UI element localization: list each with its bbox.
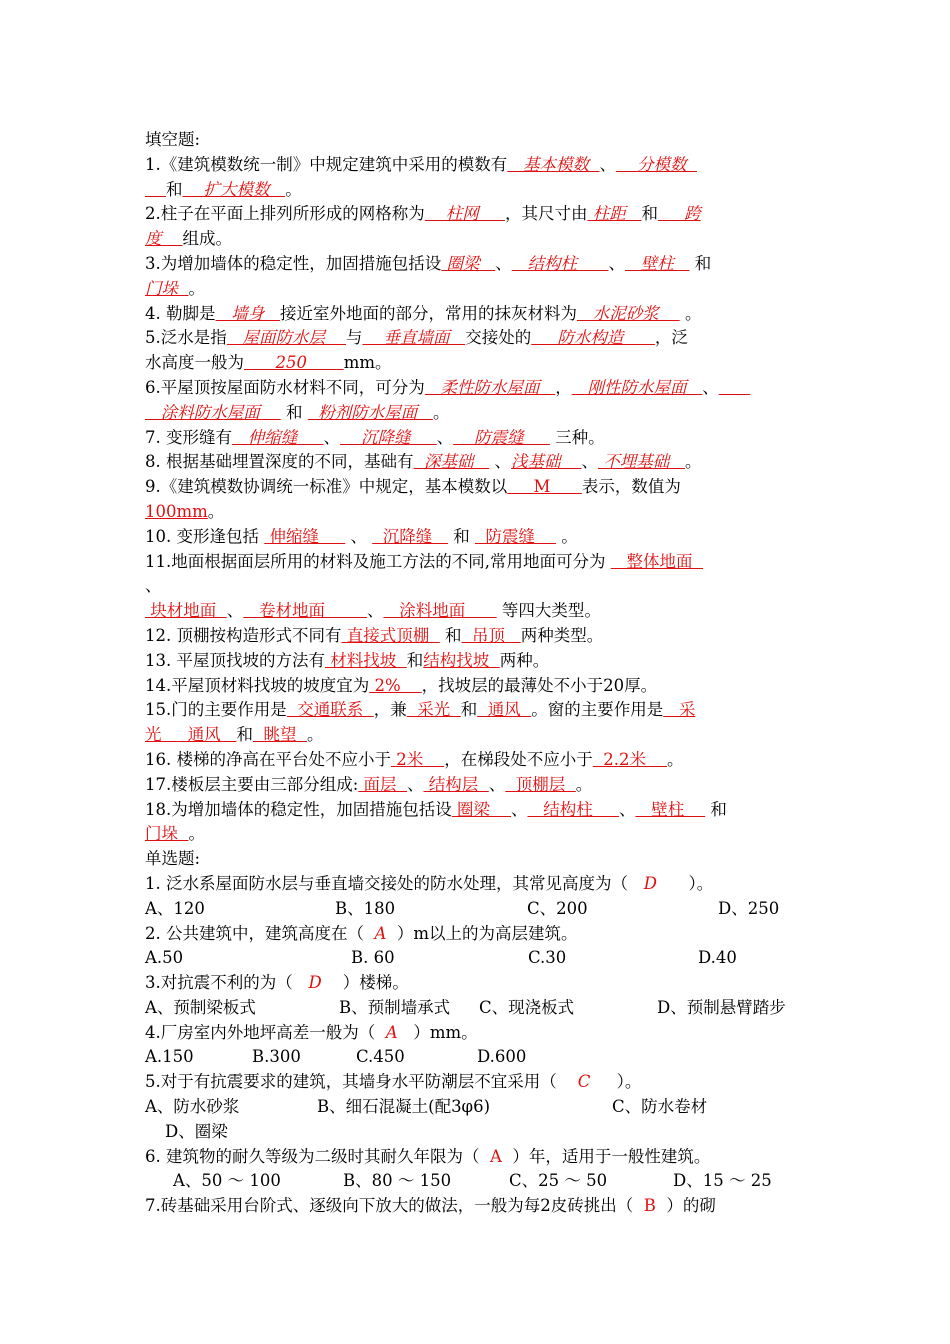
question-text: 15.门的主要作用是 <box>145 700 287 720</box>
choice-question-6 <box>145 1145 810 1170</box>
question-text: 。 <box>188 824 205 844</box>
question-text: 11.地面根据面层所用的材料及施工方法的不同,常用地面可分为 <box>145 551 606 571</box>
question-text: 3.对抗震不利的为（ <box>145 973 293 993</box>
question-text: 17.楼板层主要由三部分组成: <box>145 774 359 794</box>
choice-options-1 <box>145 897 810 922</box>
answer-blank: 通风 <box>477 700 532 720</box>
answer-blank: 粉剂防水屋面 <box>307 402 433 422</box>
question-text: 13. 平屋顶找坡的方法有 <box>145 650 325 670</box>
question-text: ，找坡层的最薄处不小于20厚。 <box>421 675 658 695</box>
fill-question-2 <box>145 202 810 227</box>
choice-question-4 <box>145 1021 810 1046</box>
option-c: C、防水卷材 <box>612 1097 708 1117</box>
answer-blank: 材料找坡 <box>325 650 407 670</box>
fill-question-12 <box>145 624 810 649</box>
question-text: 。 <box>684 452 702 472</box>
question-text: 。 <box>561 526 578 546</box>
question-text: 4. 勒脚是 <box>145 303 216 323</box>
answer-blank: 伸缩缝 <box>264 526 346 546</box>
question-text: 两种类型。 <box>520 625 604 645</box>
answer-blank: 结构层 <box>423 774 489 794</box>
answer-blank: 屋面防水层 <box>226 328 346 348</box>
answer-blank: 防震缝 <box>453 427 550 447</box>
question-text: 、 <box>702 377 719 397</box>
answer-blank: 柱距 <box>587 204 642 224</box>
answer-blank: 吊顶 <box>461 625 521 645</box>
option-d: D、预制悬臂踏步 <box>657 997 786 1017</box>
question-text: 。 <box>684 303 702 323</box>
question-text: 、 <box>510 799 528 819</box>
answer-blank: 眺望 <box>252 725 307 745</box>
question-text: 和 <box>165 179 183 199</box>
question-text: 12. 顶棚按构造形式不同有 <box>145 625 342 645</box>
question-text: 14.平屋顶材料找坡的坡度宜为 <box>145 675 370 695</box>
option-d: D、圈梁 <box>165 1121 228 1141</box>
choice-options-3 <box>145 996 810 1021</box>
option-d: D.40 <box>698 948 737 968</box>
fill-question-13 <box>145 649 810 674</box>
answer-blank: 结构柱 <box>527 799 619 819</box>
question-text: 和 <box>445 625 462 645</box>
choice-question-2 <box>145 922 810 947</box>
question-text: 。 <box>575 774 593 794</box>
option-b: B.300 <box>252 1047 301 1067</box>
answer-blank: 圈梁 <box>441 253 496 273</box>
question-text: ）。 <box>616 1072 642 1092</box>
question-text: 10. 变形逢包括 <box>145 526 259 546</box>
question-text: 、 <box>488 774 506 794</box>
answer-blank: 交通联系 <box>286 700 374 720</box>
fill-question-18 <box>145 798 810 823</box>
question-text: 和 <box>694 253 712 273</box>
answer-blank: 防水构造 <box>531 328 655 348</box>
answer-letter: D <box>292 973 343 993</box>
answer-blank: 采光 <box>406 700 461 720</box>
answer-blank: 2米 <box>391 749 445 769</box>
question-text: ）m以上的为高层建筑。 <box>396 923 578 943</box>
option-a: A、120 <box>145 898 205 918</box>
answer-blank: 基本模数 <box>507 154 600 174</box>
question-text: 和 <box>460 700 478 720</box>
option-b: B、细石混凝土(配3φ6) <box>317 1097 491 1117</box>
option-a: A、防水砂浆 <box>145 1097 240 1117</box>
question-text: 与 <box>345 328 363 348</box>
question-text: 、 <box>495 253 512 273</box>
question-text: ， <box>555 377 572 397</box>
option-b: B、80 ～ 150 <box>343 1171 452 1191</box>
answer-blank: 跨 <box>657 204 701 224</box>
answer-blank: 顶棚层 <box>505 774 576 794</box>
answer-blank: 壁柱 <box>624 253 690 273</box>
question-text: ，泛 <box>654 328 688 348</box>
answer-blank: 柔性防水屋面 <box>424 377 556 397</box>
question-text: 、 <box>618 799 636 819</box>
question-text: 2. 公共建筑中，建筑高度在（ <box>145 923 364 943</box>
question-text: ，在梯段处不应小于 <box>444 749 593 769</box>
question-text: 6. 建筑物的耐久等级为二级时其耐久年限为（ <box>145 1146 480 1166</box>
question-text: 组成。 <box>182 229 232 249</box>
question-text: 。 <box>285 179 302 199</box>
answer-blank: 防震缝 <box>474 526 556 546</box>
fill-question-16 <box>145 748 810 773</box>
option-d: D、250 <box>718 898 780 918</box>
choice-options-5 <box>145 1095 810 1120</box>
fill-question-7 <box>145 426 810 451</box>
answer-blank: 浅基础 <box>510 452 582 472</box>
answer-blank: 刚性防水屋面 <box>571 377 703 397</box>
answer-blank: 柱网 <box>424 204 505 224</box>
question-text: 和 <box>406 650 424 670</box>
answer-blank: 直接式顶棚 <box>341 625 440 645</box>
question-text: 两种。 <box>499 650 550 670</box>
answer-blank: 沉降缝 <box>339 427 437 447</box>
answer-letter: A <box>479 1146 513 1166</box>
option-c: C、25 ～ 50 <box>509 1171 608 1191</box>
question-text: 9.《建筑模数协调统一标准》中规定，基本模数以 <box>145 477 508 497</box>
fill-question-1-cont <box>145 178 810 203</box>
question-text: 和 <box>641 204 658 224</box>
fill-question-6 <box>145 376 810 401</box>
answer-blank: 250 <box>244 353 344 373</box>
question-text: ，其尺寸由 <box>504 204 588 224</box>
answer-blank: 采 <box>663 700 696 720</box>
fill-question-3 <box>145 252 810 277</box>
question-text: 、 <box>581 452 598 472</box>
question-text: 、 <box>407 774 424 794</box>
answer-blank <box>145 180 166 199</box>
option-a: A、50 ～ 100 <box>173 1171 281 1191</box>
option-d: D.600 <box>477 1047 527 1067</box>
question-text: 等四大类型。 <box>501 601 601 621</box>
question-text: 、 <box>323 427 340 447</box>
question-text: 。 <box>666 749 684 769</box>
question-text: 2.柱子在平面上排列所形成的网格称为 <box>145 204 425 224</box>
answer-blank: 伸缩缝 <box>232 427 324 447</box>
exam-page <box>145 128 810 1219</box>
question-text: 表示，数值为 <box>581 477 681 497</box>
question-text: 7. 变形缝有 <box>145 427 232 447</box>
fill-question-5-cont <box>145 351 810 376</box>
choice-question-1 <box>145 872 810 897</box>
answer-letter: C <box>556 1072 617 1092</box>
question-text: 、 <box>226 601 244 621</box>
answer-blank: 100mm <box>145 501 208 521</box>
fill-question-10 <box>145 525 810 550</box>
answer-letter: A <box>364 923 397 943</box>
fill-question-4 <box>145 302 810 327</box>
fill-question-8 <box>145 450 810 475</box>
fill-section-title: 填空题: <box>145 130 201 149</box>
fill-question-11-cont <box>145 574 810 599</box>
answer-blank: 光 <box>145 725 178 745</box>
option-c: C.30 <box>528 948 567 968</box>
option-a: A.150 <box>145 1047 194 1067</box>
question-text: 4.厂房室内外地坪高差一般为（ <box>145 1022 376 1042</box>
question-text: 三种。 <box>555 427 605 447</box>
question-text: 和 <box>236 725 253 745</box>
answer-blank: 通风 <box>177 725 237 745</box>
question-text: 6.平屋顶按屋面防水材料不同，可分为 <box>145 377 425 397</box>
question-text: 5.泛水是指 <box>145 328 227 348</box>
fill-question-11-cont2 <box>145 599 810 624</box>
option-d: D、15 ～ 25 <box>673 1171 772 1191</box>
question-text: 接近室外地面的部分，常用的抹灰材料为 <box>279 303 577 323</box>
question-text: 和 <box>710 799 727 819</box>
question-text: ）mm。 <box>413 1022 478 1042</box>
question-text: 、 <box>608 253 625 273</box>
choice-options-4 <box>145 1045 810 1070</box>
fill-question-9 <box>145 475 810 500</box>
fill-question-1 <box>145 153 810 178</box>
answer-blank <box>719 378 750 397</box>
question-text: 5.对于有抗震要求的建筑，其墙身水平防潮层不宜采用（ <box>145 1072 557 1092</box>
answer-blank: 门垛 <box>145 824 189 844</box>
option-a: A、预制梁板式 <box>145 997 256 1017</box>
choice-question-7 <box>145 1194 810 1219</box>
fill-question-2-cont <box>145 227 810 252</box>
answer-letter: B <box>633 1196 667 1216</box>
answer-blank: 度 <box>145 229 183 249</box>
fill-question-18-cont <box>145 822 810 847</box>
question-text: 、 <box>366 601 384 621</box>
fill-question-14 <box>145 674 810 699</box>
answer-blank: 圈梁 <box>451 799 511 819</box>
question-text: 16. 楼梯的净高在平台处不应小于 <box>145 749 391 769</box>
option-c: C、现浇板式 <box>479 997 575 1017</box>
choice-options-6 <box>145 1169 810 1194</box>
choice-question-3 <box>145 971 810 996</box>
answer-blank: 结构找坡 <box>423 650 500 670</box>
question-text: 。 <box>306 725 324 745</box>
fill-question-5 <box>145 326 810 351</box>
choice-options-2 <box>145 946 810 971</box>
fill-question-15 <box>145 698 810 723</box>
question-text: mm。 <box>343 353 392 373</box>
question-text: 。 <box>432 402 450 422</box>
question-text: 7.砖基础采用台阶式、逐级向下放大的做法，一般为每2皮砖挑出（ <box>145 1196 634 1216</box>
choice-section-title: 单选题: <box>145 849 201 869</box>
question-text: 、 <box>599 154 616 174</box>
question-text: 1. 泛水系屋面防水层与垂直墙交接处的防水处理，其常见高度为（ <box>145 873 628 893</box>
fill-question-17 <box>145 773 810 798</box>
answer-blank: 不埋基础 <box>597 452 685 472</box>
answer-blank: 2% <box>369 675 422 695</box>
answer-blank: 门垛 <box>145 278 189 298</box>
question-text: ，兼 <box>373 700 407 720</box>
question-text: 和 <box>453 526 470 546</box>
option-c: C、200 <box>527 898 588 918</box>
answer-blank: 深基础 <box>413 452 490 472</box>
answer-blank: 结构柱 <box>511 253 609 273</box>
question-text: 和 <box>285 402 303 422</box>
option-b: B、180 <box>335 898 396 918</box>
question-text: 水高度一般为 <box>145 353 244 373</box>
answer-blank: 块材地面 <box>145 601 227 621</box>
question-text: ）楼梯。 <box>342 973 409 993</box>
option-a: A.50 <box>145 948 184 968</box>
question-text: ）的砌 <box>666 1196 716 1216</box>
answer-blank: M <box>507 477 582 497</box>
answer-blank: 卷材地面 <box>243 601 367 621</box>
question-text: 、 <box>436 427 454 447</box>
answer-blank: 扩大模数 <box>182 179 286 199</box>
answer-blank: 水泥砂浆 <box>576 303 680 323</box>
answer-blank: 面层 <box>358 774 408 794</box>
question-text: 。 <box>207 501 225 521</box>
answer-letter: D <box>628 873 689 893</box>
fill-question-15-cont <box>145 723 810 748</box>
answer-blank: 涂料防水屋面 <box>145 402 281 422</box>
answer-blank: 2.2米 <box>592 749 667 769</box>
option-c: C.450 <box>356 1047 405 1067</box>
answer-letter: A <box>375 1022 414 1042</box>
option-b: B、预制墙承式 <box>339 997 451 1017</box>
question-text: 18.为增加墙体的稳定性，加固措施包括设 <box>145 799 452 819</box>
question-text: 。窗的主要作用是 <box>531 700 664 720</box>
answer-blank: 壁柱 <box>635 799 706 819</box>
fill-question-11 <box>145 550 810 575</box>
question-text: ）年，适用于一般性建筑。 <box>512 1146 711 1166</box>
choice-question-5 <box>145 1070 810 1095</box>
fill-question-3-cont <box>145 277 810 302</box>
question-text: 3.为增加墙体的稳定性，加固措施包括设 <box>145 253 442 273</box>
question-text: 1.《建筑模数统一制》中规定建筑中采用的模数有 <box>145 154 508 174</box>
question-text: 8. 根据基础埋置深度的不同，基础有 <box>145 452 414 472</box>
question-text: 、 <box>350 526 367 546</box>
answer-blank: 墙身 <box>215 303 280 323</box>
question-text: ）。 <box>688 873 714 893</box>
question-text: 。 <box>188 278 205 298</box>
option-b: B. 60 <box>351 948 395 968</box>
question-text: 、 <box>494 452 511 472</box>
answer-blank: 垂直墙面 <box>362 328 466 348</box>
question-text: 交接处的 <box>465 328 532 348</box>
question-text: 、 <box>145 576 162 596</box>
fill-question-9-cont <box>145 500 810 525</box>
answer-blank: 沉降缝 <box>372 526 448 546</box>
choice-options-5-cont <box>145 1120 810 1145</box>
answer-blank: 分模数 <box>615 154 697 174</box>
answer-blank: 整体地面 <box>610 551 703 571</box>
answer-blank: 涂料地面 <box>383 601 497 621</box>
fill-question-6-cont <box>145 401 810 426</box>
